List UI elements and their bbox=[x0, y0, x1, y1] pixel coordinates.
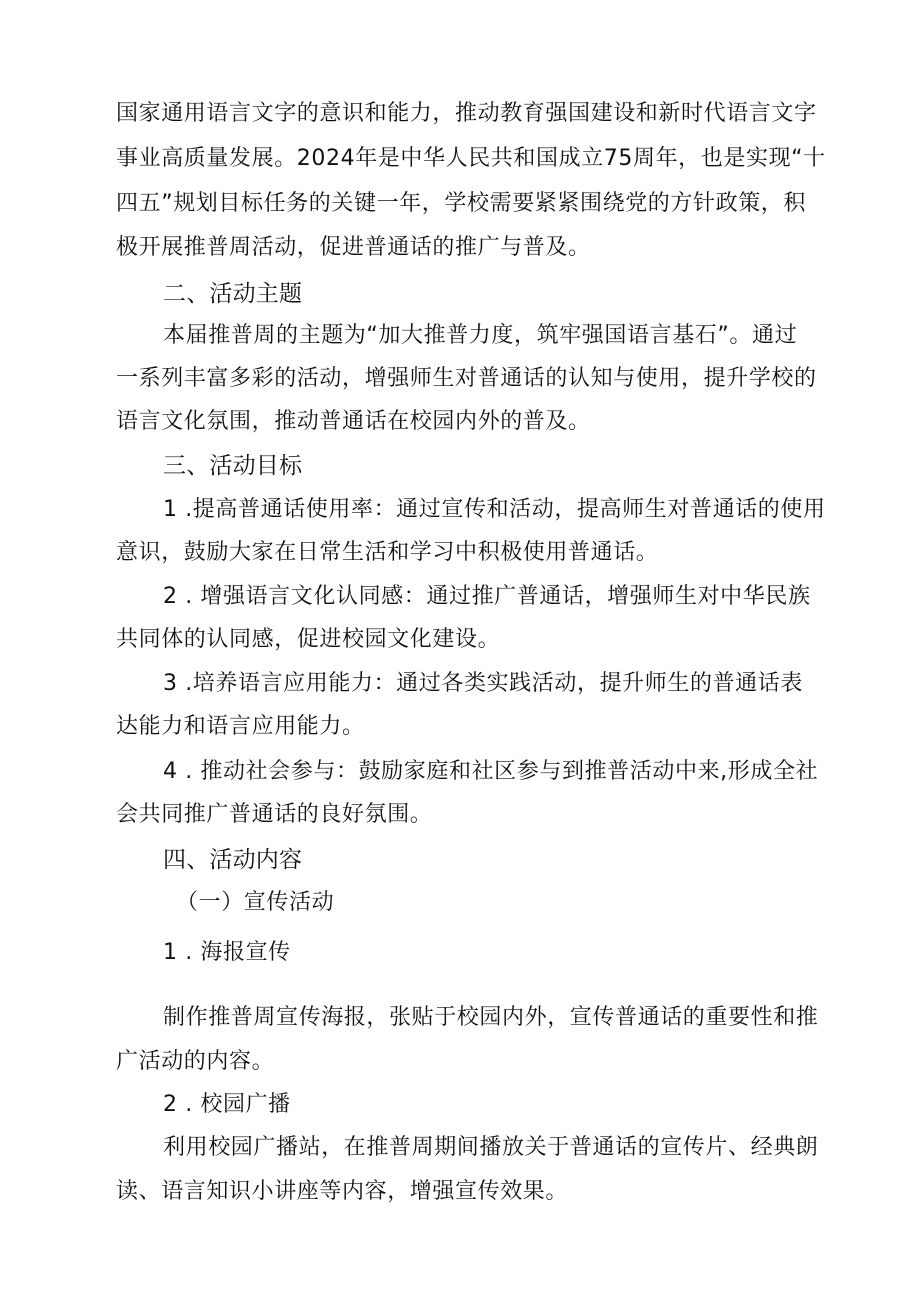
paragraph-line: 四五”规划目标任务的关键一年，学校需要紧紧围绕党的方针政策，积 bbox=[116, 191, 806, 216]
goal-line: 会共同推广普通话的良好氛围。 bbox=[116, 802, 433, 827]
paragraph-line: 制作推普周宣传海报，张贴于校园内外，宣传普通话的重要性和推 bbox=[163, 1005, 819, 1030]
section-heading: 三、活动目标 bbox=[163, 453, 303, 479]
goal-line: 共同体的认同感，促进校园文化建设。 bbox=[116, 627, 501, 652]
goal-line: 达能力和语言应用能力。 bbox=[116, 714, 365, 739]
goal-line: 意识，鼓励大家在日常生活和学习中积极使用普通话。 bbox=[116, 540, 659, 565]
goal-line: 3 .培养语言应用能力：通过各类实践活动，提升师生的普通话表 bbox=[163, 671, 803, 696]
paragraph-line: 利用校园广播站，在推普周期间播放关于普通话的宣传片、经典朗 bbox=[163, 1135, 819, 1160]
paragraph-line: 本届推普周的主题为“加大推普力度，筑牢强国语言基石”。通过 bbox=[163, 323, 798, 348]
paragraph-line: 极开展推普周活动，促进普通话的推广与普及。 bbox=[116, 235, 591, 260]
paragraph-line: 读、语言知识小讲座等内容，增强宣传效果。 bbox=[116, 1179, 569, 1204]
goal-line: 2 . 增强语言文化认同感：通过推广普通话，增强师生对中华民族 bbox=[163, 584, 811, 609]
item-title: 2 . 校园广播 bbox=[163, 1092, 291, 1117]
paragraph-line: 一系列丰富多彩的活动，增强师生对普通话的认知与使用，提升学校的 bbox=[116, 366, 817, 391]
goal-line: 4 . 推动社会参与：鼓励家庭和社区参与到推普活动中来,形成全社 bbox=[163, 759, 819, 784]
paragraph-line: 事业高质量发展。2024年是中华人民共和国成立75周年，也是实现“十 bbox=[116, 146, 826, 171]
goal-line: 1 .提高普通话使用率：通过宣传和活动，提高师生对普通话的使用 bbox=[163, 497, 826, 522]
section-heading: 二、活动主题 bbox=[163, 281, 303, 307]
subsection-heading: （一）宣传活动 bbox=[176, 890, 335, 915]
paragraph-line: 广活动的内容。 bbox=[116, 1049, 275, 1074]
section-heading: 四、活动内容 bbox=[163, 847, 303, 873]
paragraph-line: 语言文化氛围，推动普通话在校园内外的普及。 bbox=[116, 409, 591, 434]
paragraph-line: 国家通用语言文字的意识和能力，推动教育强国建设和新时代语言文字 bbox=[116, 101, 817, 126]
item-title: 1 . 海报宣传 bbox=[163, 940, 291, 965]
